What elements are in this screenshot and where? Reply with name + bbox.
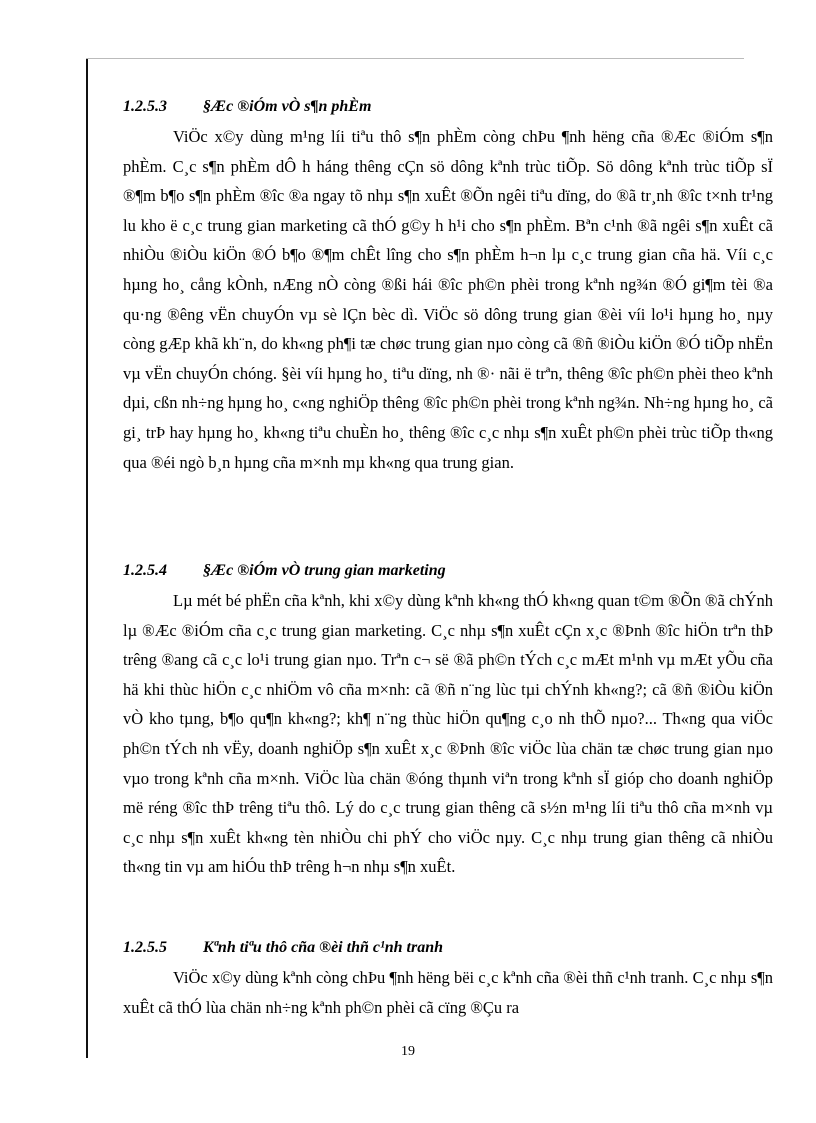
section-1-2-5-5 (123, 936, 773, 1022)
section-paragraph: ViÖc x©y dùng kªnh còng chÞu ¶nh hëng bëi c¸c kªnh cña ®èi thñ c¹nh tranh. C¸c nhµ s¶n xuÊt cã thÓ lùa chän nh÷ng kªnh ph©n phèi cã cïng ®Çu ra (123, 968, 773, 1017)
page-number: 19 (401, 1044, 415, 1059)
section-paragraph: ViÖc x©y dùng m¹ng líi tiªu thô s¶n phÈm còng chÞu ¶nh hëng cña ®Æc ®iÓm s¶n phÈm. C¸c s¶n phÈm dÔ h háng thêng cÇn sö dông kªnh trùc tiÕp. Sö dông kªnh trùc tiÕp sÏ ®¶m b¶o s¶n phÈm ®îc ®a ngay tõ nhµ s¶n xuÊt ®Õn ngêi tiªu dïng, do ®ã tr¸nh ®îc t×nh tr¹ng lu kho ë c¸c trung gian marketing cã thÓ g©y h h¹i cho s¶n phÈm. Bªn c¹nh ®ã ngêi s¶n xuÊt cã nhiÒu ®iÒu kiÖn ®Ó b¶o ®¶m chÊt lîng cho s¶n phÈm h¬n lµ c¸c trung gian cña hä. Víi c¸c hµng ho¸ cång kÒnh, nÆng nÒ còng ®ßi hái ®îc ph©n phèi trong kªnh ng¾n ®Ó gi¶m tèi ®a qu·ng ®êng vËn chuyÓn vµ sè lÇn bèc dì. ViÖc sö dông trung gian ®èi víi lo¹i hµng ho¸ nµy còng gÆp khã kh¨n, do kh«ng ph¶i tæ chøc trung gian nµo còng cã ®ñ ®iÒu kiÖn ®Ó tiÕp nhËn vµ vËn chuyÓn chóng. §èi víi hµng ho¸ tiªu dïng, nh ®· nãi ë trªn, thêng ®îc ph©n phèi theo kªnh dµi, cßn nh÷ng hµng ho¸ c«ng nghiÖp thêng ®îc ph©n phèi trong kªnh ng¾n. Nh÷ng hµng ho¸ cã gi¸ trÞ hay hµng ho¸ kh«ng tiªu chuÈn ho¸ thêng ®îc c¸c nhµ s¶n xuÊt ph©n phèi trùc tiÕp th«ng qua ®éi ngò b¸n hµng cña m×nh mµ kh«ng qua trung gian. (123, 127, 773, 472)
section-1-2-5-3 (123, 95, 773, 477)
section-1-2-5-4 (123, 559, 773, 882)
section-title: Kªnh tiªu thô cña ®èi thñ c¹nh tranh (203, 939, 444, 956)
section-title: §Æc ®iÓm vÒ s¶n phÈm (203, 98, 372, 115)
section-title: §Æc ®iÓm vÒ trung gian marketing (203, 562, 446, 579)
page-border-top (86, 58, 744, 59)
section-number: 1.2.5.3 (123, 98, 167, 115)
section-number: 1.2.5.4 (123, 562, 167, 579)
section-heading (123, 936, 773, 960)
section-heading (123, 95, 773, 119)
section-number: 1.2.5.5 (123, 939, 167, 956)
section-heading (123, 559, 773, 583)
page-border-left (86, 58, 88, 1058)
section-paragraph: Lµ mét bé phËn cña kªnh, khi x©y dùng kªnh kh«ng thÓ kh«ng quan t©m ®Õn ®ã chÝnh lµ ®Æc ®iÓm cña c¸c trung gian marketing. C¸c nhµ s¶n xuÊt cÇn x¸c ®Þnh ®îc hiÖn trªn thÞ trêng ®ang cã c¸c lo¹i trung gian nµo. Trªn c¬ së ®ã ph©n tÝch c¸c mÆt m¹nh vµ mÆt yÕu cña hä khi thùc hiÖn c¸c nhiÖm vô cña m×nh: cã ®ñ n¨ng lùc tµi chÝnh kh«ng?; cã ®ñ ®iÒu kiÖn vÒ kho tµng, b¶o qu¶n kh«ng?; kh¶ n¨ng thùc hiÖn qu¶ng c¸o nh thÕ nµo?... Th«ng qua viÖc ph©n tÝch nh vËy, doanh nghiÖp s¶n xuÊt x¸c ®Þnh ®îc viÖc lùa chän tæ chøc trung gian nµo vµo trong kªnh cña m×nh. ViÖc lùa chän ®óng thµnh viªn trong kªnh sÏ gióp cho doanh nghiÖp më réng ®îc thÞ trêng tiªu thô. Lý do c¸c trung gian thêng cã s½n m¹ng líi tiªu thô cña m×nh vµ c¸c nhµ s¶n xuÊt kh«ng tèn nhiÒu chi phÝ cho viÖc nµy. C¸c nhµ trung gian thêng cã nhiÒu th«ng tin vµ am hiÓu thÞ trêng h¬n nhµ s¶n xuÊt. (123, 591, 773, 877)
